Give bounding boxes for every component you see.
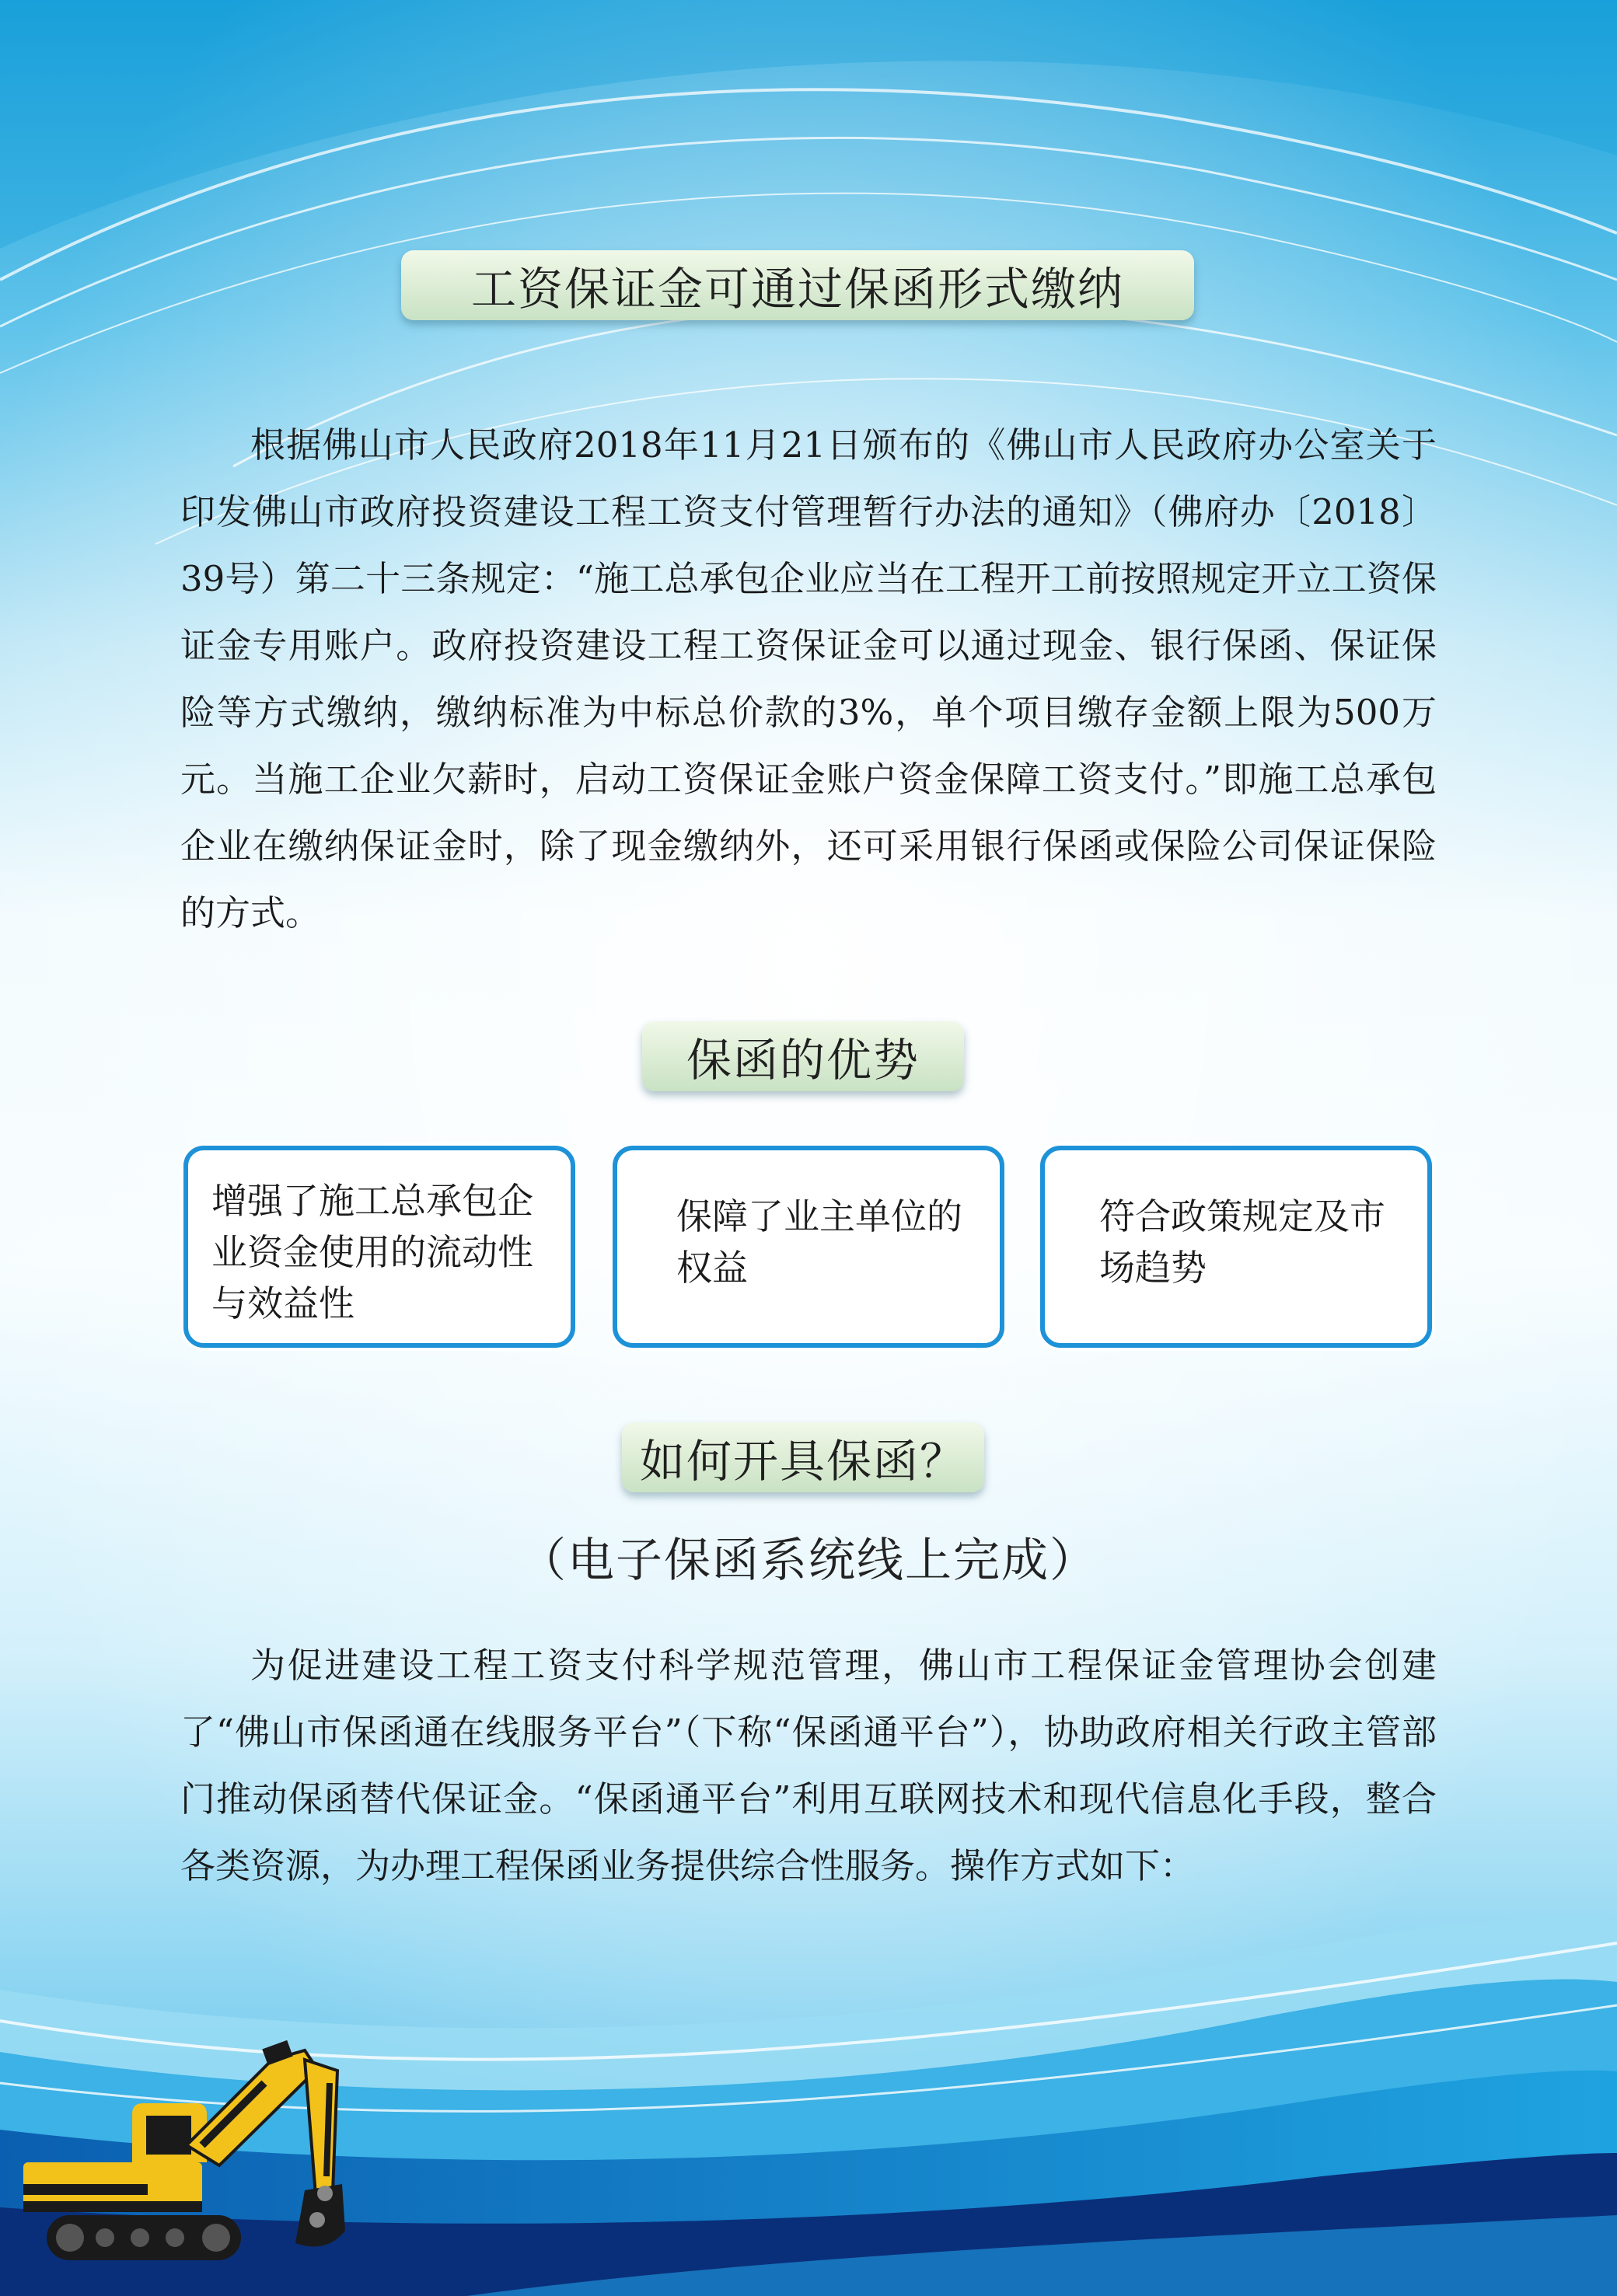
section-heading-salary-guarantee (401, 250, 1194, 320)
advantage-card-owner-rights (613, 1146, 1004, 1348)
advantage-card-text: 保障了业主单位的权益 (676, 1195, 962, 1289)
section-heading-text: 保函的优势 (686, 1034, 920, 1087)
advantage-card-policy-trend (1040, 1146, 1432, 1348)
excavator-icon (16, 2029, 358, 2293)
advantage-card-text: 增强了施工总承包企业资金使用的流动性与效益性 (211, 1180, 533, 1324)
advantage-card-liquidity (183, 1146, 575, 1348)
advantage-card-text: 符合政策规定及市场趋势 (1099, 1195, 1385, 1289)
section-heading-advantages (642, 1021, 964, 1091)
body-paragraph-platform: 为促进建设工程工资支付科学规范管理，佛山市工程保证金管理协会创建了“佛山市保函通在线服务平台”（下称“保函通平台”），协助政府相关行政主管部门推动保函替代保证金。“保函通平台”利用互联网技术和现代信息化手段，整合各类资源，为办理工程保函业务提供综合性服务。操作方式如下： (180, 1645, 1437, 1886)
section-heading-how-to-issue (622, 1422, 984, 1492)
section-subtitle-online: （电子保函系统线上完成） (519, 1534, 1098, 1588)
body-paragraph-regulation: 根据佛山市人民政府2018年11月21日颁布的《佛山市人民政府办公室关于印发佛山市政府投资建设工程工资支付管理暂行办法的通知》（佛府办〔2018〕39号）第二十三条规定：“施工总承包企业应当在工程开工前按照规定开立工资保证金专用账户。政府投资建设工程工资保证金可以通过现金、银行保函、保证保险等方式缴纳，缴纳标准为中标总价款的3%，单个项目缴存金额上限为500万元。当施工企业欠薪时，启动工资保证金账户资金保障工资支付。”即施工总承包企业在缴纳保证金时，除了现金缴纳外，还可采用银行保函或保险公司保证保险的方式。 (180, 424, 1437, 933)
section-heading-text: 工资保证金可通过保函形式缴纳 (470, 263, 1124, 316)
section-heading-text: 如何开具保函？ (639, 1435, 966, 1488)
